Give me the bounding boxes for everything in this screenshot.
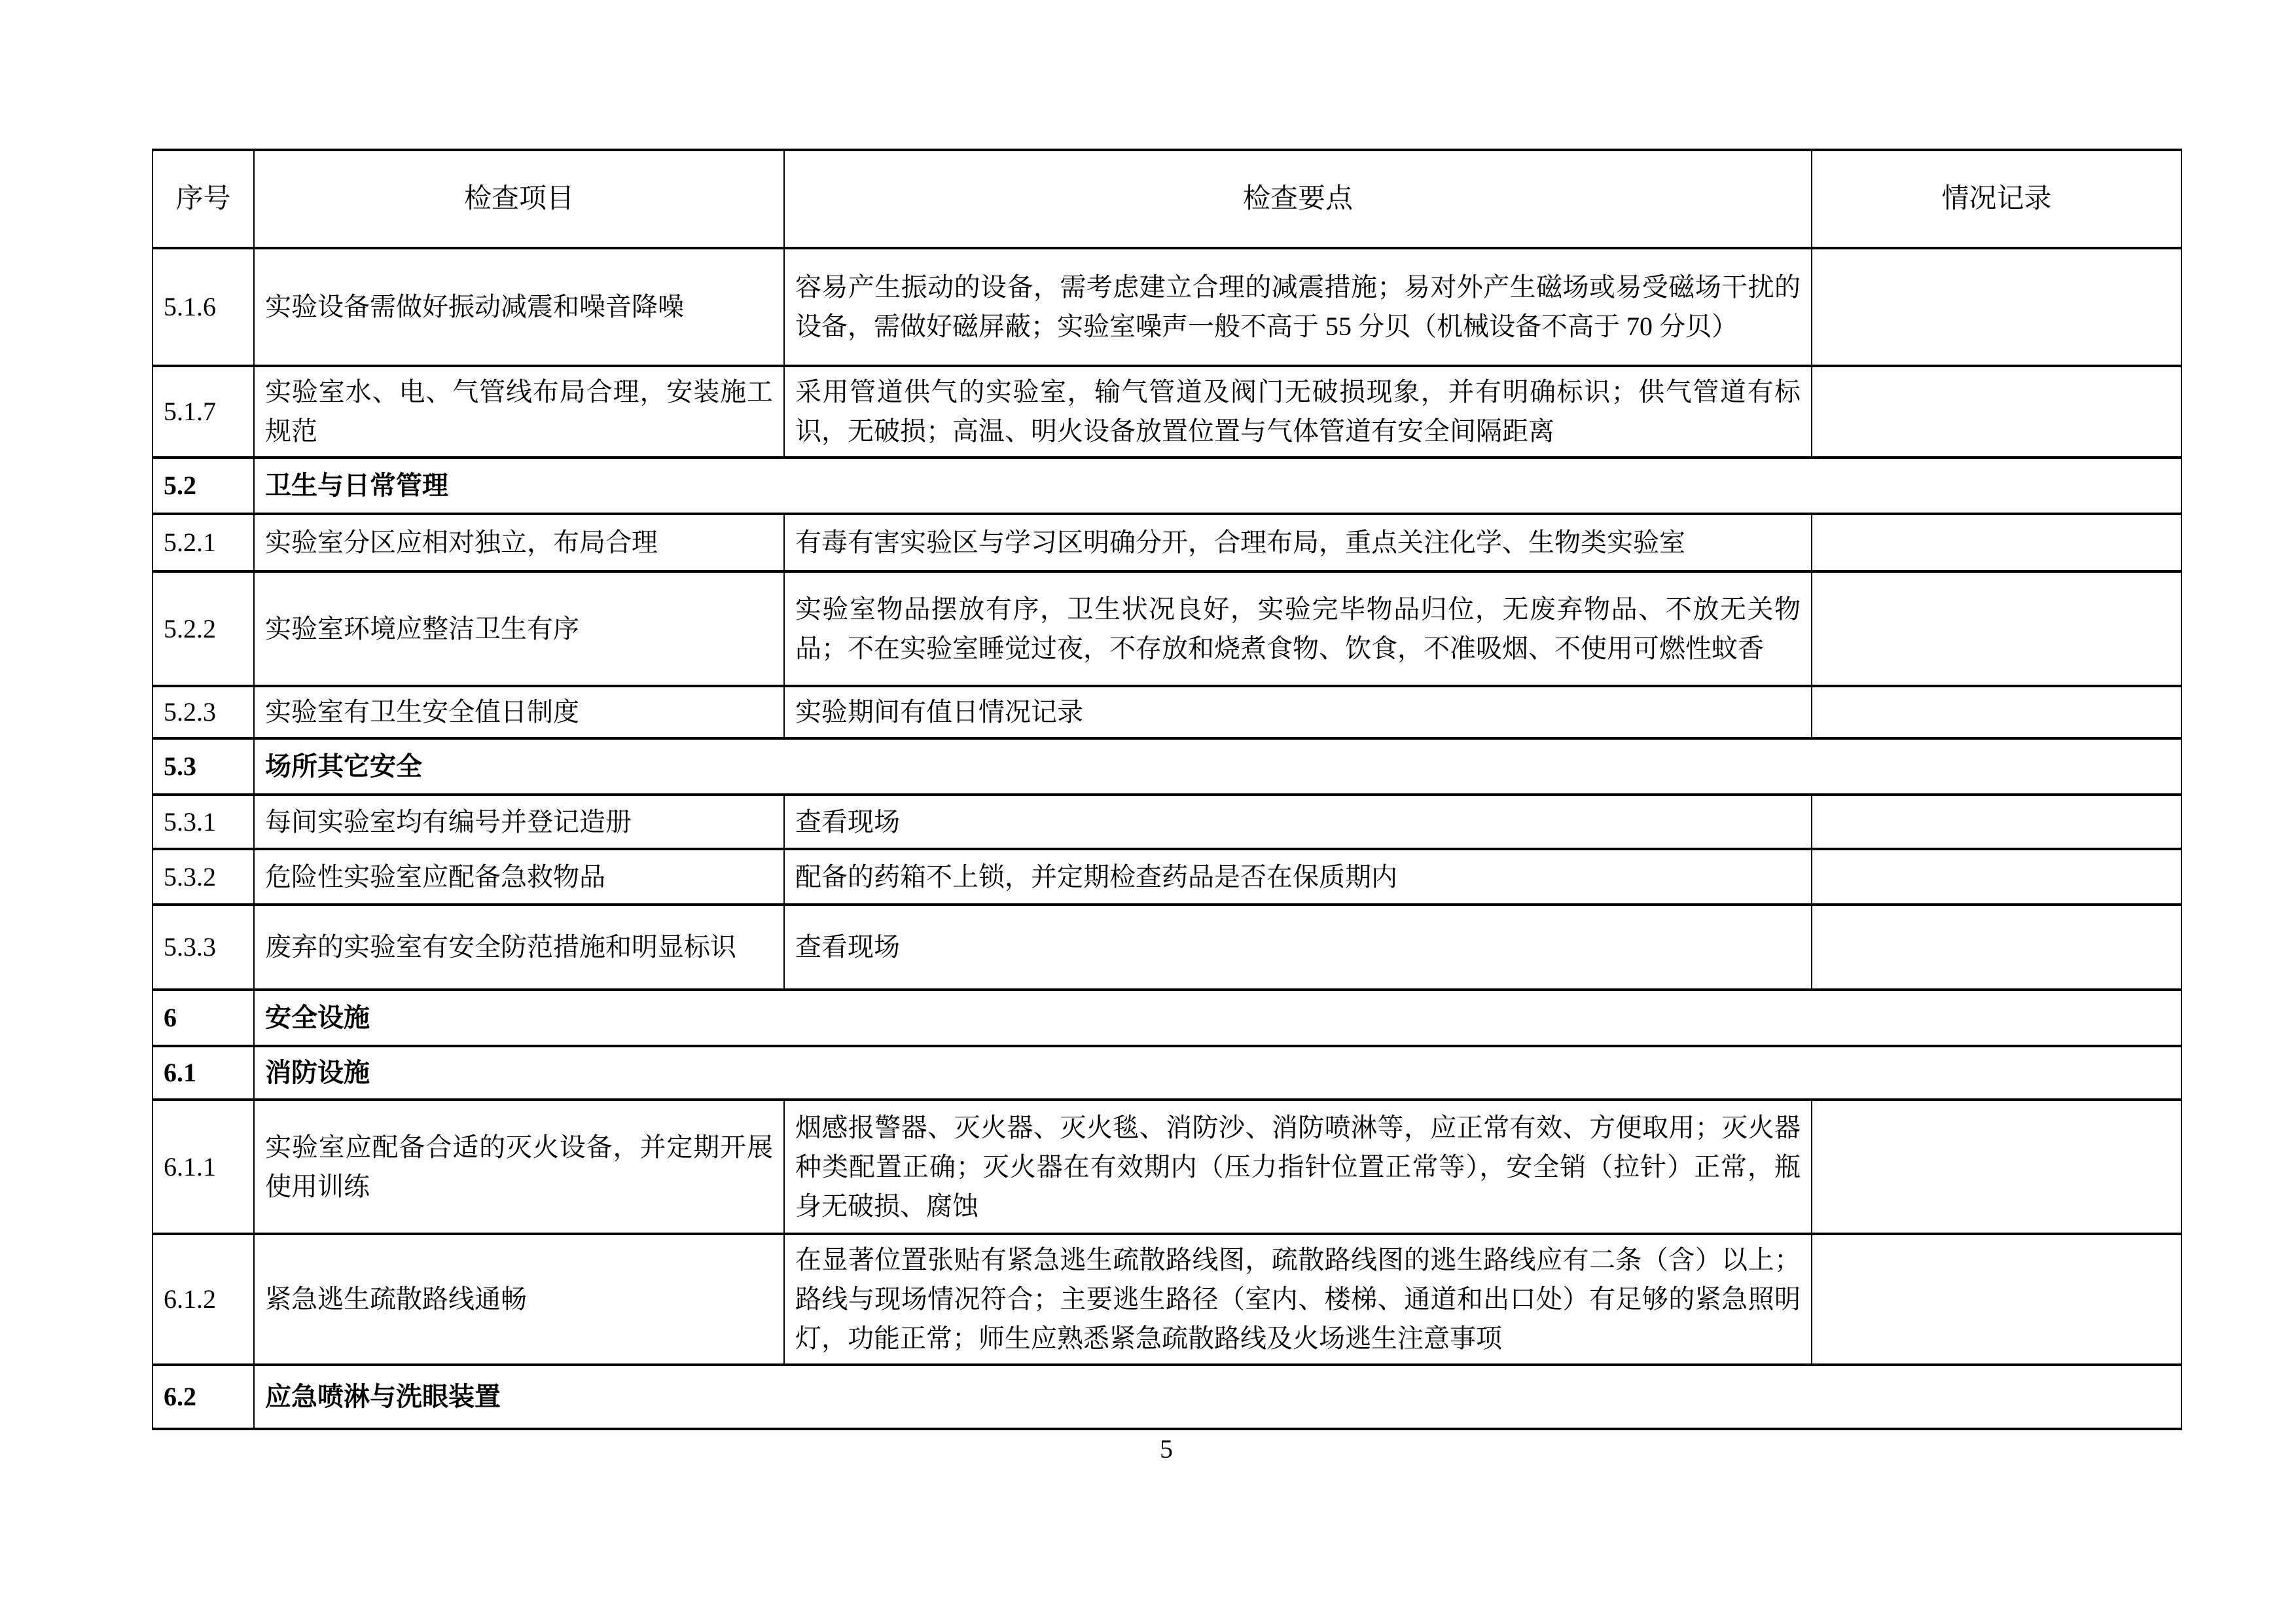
table-row (152, 795, 2181, 849)
record-cell (1812, 849, 2181, 905)
record-cell (1812, 795, 2181, 849)
record-cell (1812, 1100, 2181, 1234)
section-row (152, 458, 2181, 514)
section-title: 应急喷淋与洗眼装置 (254, 1365, 2181, 1429)
section-row (152, 1046, 2181, 1100)
row-id: 5.2 (152, 458, 254, 514)
row-id: 6 (152, 990, 254, 1046)
header-points: 检查要点 (784, 150, 1812, 248)
points-cell: 烟感报警器、灭火器、灭火毯、消防沙、消防喷淋等，应正常有效、方便取用；灭火器种类配置正确；灭火器在有效期内（压力指针位置正常等），安全销（拉针）正常，瓶身无破损、腐蚀 (784, 1100, 1812, 1234)
row-id: 6.1.2 (152, 1234, 254, 1365)
points-cell: 在显著位置张贴有紧急逃生疏散路线图，疏散路线图的逃生路线应有二条（含）以上；路线与现场情况符合；主要逃生路径（室内、楼梯、通道和出口处）有足够的紧急照明灯，功能正常；师生应熟悉紧急疏散路线及火场逃生注意事项 (784, 1234, 1812, 1365)
item-cell: 每间实验室均有编号并登记造册 (254, 795, 784, 849)
row-id: 5.2.1 (152, 514, 254, 571)
row-id: 5.1.6 (152, 248, 254, 366)
row-id: 5.2.3 (152, 686, 254, 738)
table-row (152, 248, 2181, 366)
row-id: 5.3.2 (152, 849, 254, 905)
item-cell: 实验设备需做好振动减震和噪音降噪 (254, 248, 784, 366)
record-cell (1812, 686, 2181, 738)
item-cell: 危险性实验室应配备急救物品 (254, 849, 784, 905)
section-row (152, 1365, 2181, 1429)
table-row (152, 571, 2181, 686)
record-cell (1812, 905, 2181, 990)
points-cell: 实验期间有值日情况记录 (784, 686, 1812, 738)
record-cell (1812, 248, 2181, 366)
header-record: 情况记录 (1812, 150, 2181, 248)
header-item: 检查项目 (254, 150, 784, 248)
header-index: 序号 (152, 150, 254, 248)
record-cell (1812, 571, 2181, 686)
section-title: 卫生与日常管理 (254, 458, 2181, 514)
page-number: 5 (1160, 1434, 1173, 1464)
points-cell: 查看现场 (784, 905, 1812, 990)
item-cell: 实验室环境应整洁卫生有序 (254, 571, 784, 686)
points-cell: 配备的药箱不上锁，并定期检查药品是否在保质期内 (784, 849, 1812, 905)
row-id: 6.2 (152, 1365, 254, 1429)
row-id: 6.1.1 (152, 1100, 254, 1234)
row-id: 5.3.3 (152, 905, 254, 990)
points-cell: 查看现场 (784, 795, 1812, 849)
item-cell: 紧急逃生疏散路线通畅 (254, 1234, 784, 1365)
section-title: 消防设施 (254, 1046, 2181, 1100)
item-cell: 实验室应配备合适的灭火设备，并定期开展使用训练 (254, 1100, 784, 1234)
points-cell: 采用管道供气的实验室，输气管道及阀门无破损现象，并有明确标识；供气管道有标识，无破损；高温、明火设备放置位置与气体管道有安全间隔距离 (784, 366, 1812, 458)
row-id: 5.2.2 (152, 571, 254, 686)
record-cell (1812, 514, 2181, 571)
section-title: 安全设施 (254, 990, 2181, 1046)
item-cell: 废弃的实验室有安全防范措施和明显标识 (254, 905, 784, 990)
row-id: 6.1 (152, 1046, 254, 1100)
record-cell (1812, 1234, 2181, 1365)
table-row (152, 849, 2181, 905)
section-row (152, 738, 2181, 795)
row-id: 5.1.7 (152, 366, 254, 458)
item-cell: 实验室有卫生安全值日制度 (254, 686, 784, 738)
table-row (152, 686, 2181, 738)
row-id: 5.3.1 (152, 795, 254, 849)
item-cell: 实验室分区应相对独立，布局合理 (254, 514, 784, 571)
section-title: 场所其它安全 (254, 738, 2181, 795)
inspection-checklist-table (152, 149, 2182, 1430)
points-cell: 有毒有害实验区与学习区明确分开，合理布局，重点关注化学、生物类实验室 (784, 514, 1812, 571)
header-row (152, 150, 2181, 248)
table-row (152, 1234, 2181, 1365)
table-row (152, 366, 2181, 458)
points-cell: 容易产生振动的设备，需考虑建立合理的减震措施；易对外产生磁场或易受磁场干扰的设备，需做好磁屏蔽；实验室噪声一般不高于 55 分贝（机械设备不高于 70 分贝） (784, 248, 1812, 366)
row-id: 5.3 (152, 738, 254, 795)
table-row (152, 514, 2181, 571)
section-row (152, 990, 2181, 1046)
table-row (152, 1100, 2181, 1234)
item-cell: 实验室水、电、气管线布局合理，安装施工规范 (254, 366, 784, 458)
record-cell (1812, 366, 2181, 458)
points-cell: 实验室物品摆放有序，卫生状况良好，实验完毕物品归位，无废弃物品、不放无关物品；不在实验室睡觉过夜，不存放和烧煮食物、饮食，不准吸烟、不使用可燃性蚊香 (784, 571, 1812, 686)
table-row (152, 905, 2181, 990)
